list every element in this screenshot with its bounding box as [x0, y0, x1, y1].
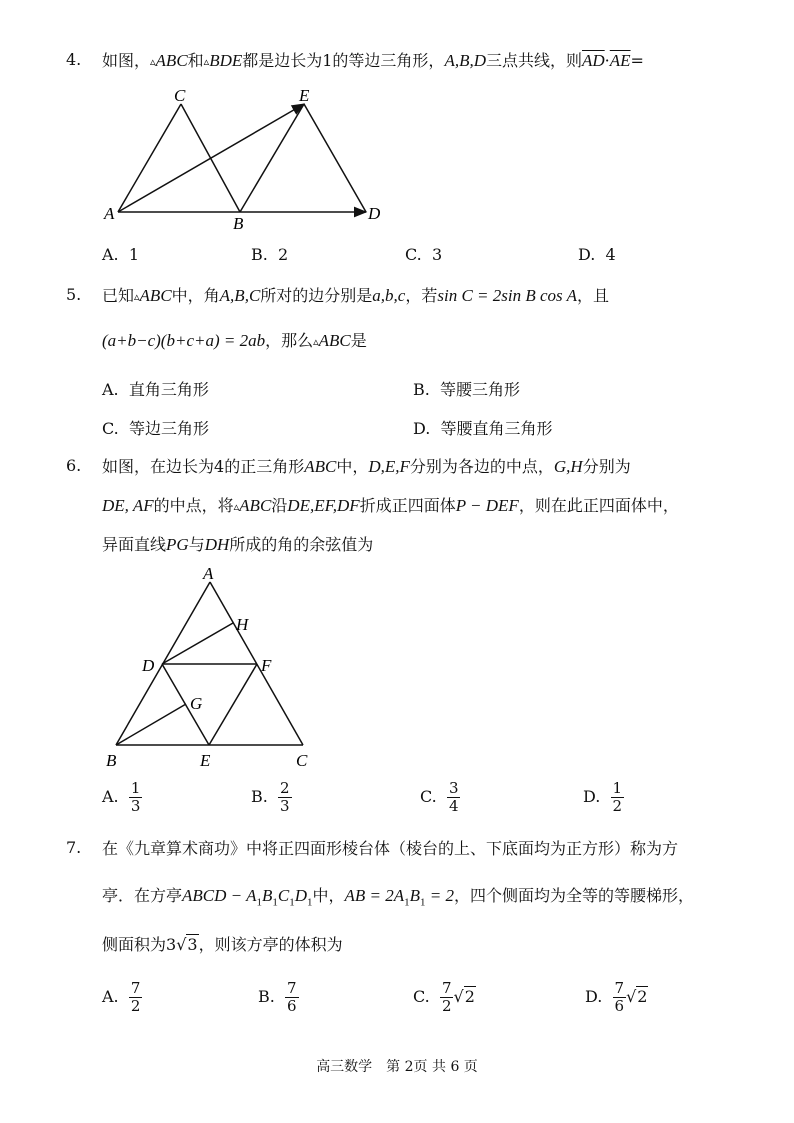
- q4-points: A,B,D: [444, 51, 486, 70]
- q4-vector-ae-arrow: [118, 104, 304, 212]
- solid-part: C: [277, 886, 290, 905]
- q5-formula2: (a+b−c)(b+c+a) = 2ab: [102, 331, 266, 350]
- page-footer: 高三数学 第 2页 共 6 页: [316, 1059, 478, 1075]
- subscript: 1: [404, 896, 410, 909]
- fraction-denominator: 3: [130, 797, 141, 815]
- q5-stem-line2: [102, 330, 367, 353]
- option-letter: A.: [102, 787, 119, 806]
- q4-text: 和: [187, 51, 204, 70]
- option-fraction: [129, 780, 143, 815]
- q4-vector-ae: $\overline{AE}$: [609, 51, 631, 70]
- q6-folds: DE,EF,DF: [287, 496, 360, 515]
- q5-text: 是: [350, 331, 367, 350]
- eq-part: = 2: [425, 886, 454, 905]
- fraction-numerator: 7: [441, 979, 452, 997]
- q4-vector-ad: $\overline{AD}$: [582, 51, 605, 70]
- triangle-symbol: ▵: [203, 55, 210, 68]
- q7-text: 侧面积为: [102, 935, 167, 954]
- q6-text: 如图，在边长为: [102, 457, 215, 476]
- q6-label-c: C: [296, 751, 308, 770]
- option-fraction: [285, 980, 299, 1015]
- q5-sides: a,b,c: [372, 286, 406, 305]
- q4-seg-be: [240, 104, 304, 212]
- q4-text: 如图，: [102, 51, 151, 70]
- q6-text: 分别为各边的中点，: [409, 457, 554, 476]
- q5-text: ，那么: [265, 331, 314, 350]
- sqrt-icon: √: [626, 987, 637, 1006]
- q6-option-a[interactable]: [102, 780, 142, 815]
- eq-part: AB = 2A: [344, 886, 405, 905]
- q4-tri2: BDE: [209, 51, 243, 70]
- q4-label-b: B: [233, 214, 244, 232]
- q4-seg-ac: [118, 104, 181, 212]
- q6-text: 中，: [336, 457, 369, 476]
- q7-solid: [182, 886, 313, 909]
- option-value: 2: [278, 245, 289, 264]
- q4-option-c[interactable]: [405, 245, 442, 264]
- option-radicand: 2: [464, 987, 475, 1006]
- q6-stem-line1: [102, 456, 631, 478]
- fraction-denominator: 2: [612, 797, 623, 815]
- option-letter: D.: [413, 419, 431, 438]
- option-letter: D.: [578, 245, 596, 264]
- fraction-numerator: 3: [448, 779, 459, 797]
- fraction-denominator: 2: [441, 997, 452, 1015]
- q6-text: 所成的角的余弦值为: [229, 535, 374, 554]
- q6-label-g: G: [190, 694, 203, 713]
- fraction-numerator: 7: [614, 979, 625, 997]
- q7-stem-line3: [102, 934, 343, 956]
- option-value: 等边三角形: [128, 419, 209, 438]
- q6-option-c[interactable]: [420, 780, 460, 815]
- subscript: 1: [256, 896, 262, 909]
- option-value: 等腰直角三角形: [440, 419, 553, 438]
- q7-text: ，则该方亭的体积为: [198, 935, 343, 954]
- option-letter: A.: [102, 380, 119, 399]
- q7-stem-line1: 在《九章算术商功》中将正四面形棱台体（棱台的上、下底面均为正方形）称为方: [102, 839, 679, 858]
- solid-part: D: [294, 886, 307, 905]
- q6-gh: G,H: [553, 457, 583, 476]
- fraction-denominator: 4: [448, 797, 459, 815]
- q6-label-f: F: [261, 656, 272, 675]
- q6-option-d[interactable]: [583, 780, 624, 815]
- option-value: 直角三角形: [128, 380, 209, 399]
- area-radicand: 3: [187, 935, 198, 954]
- option-value: 1: [128, 245, 139, 264]
- fraction-numerator: 2: [280, 779, 290, 797]
- q7-text: ，四个侧面均为全等的等腰梯形，: [453, 886, 694, 905]
- q6-label-d: D: [142, 656, 155, 675]
- q6-seg-fe: [209, 664, 257, 745]
- q6-label-e: E: [200, 751, 211, 770]
- q5-text: 中，角: [171, 286, 220, 305]
- subscript: 1: [289, 896, 295, 909]
- q4-text: 三点共线，则: [485, 51, 582, 70]
- q7-number: 7.: [66, 838, 82, 857]
- q6-text: 折成正四面体: [359, 496, 456, 515]
- fraction-denominator: 2: [130, 997, 141, 1015]
- option-letter: B.: [258, 987, 275, 1006]
- q6-text: 沿: [271, 496, 288, 515]
- q7-option-d[interactable]: [585, 980, 648, 1015]
- q7-text: 中，: [312, 886, 345, 905]
- q4-tri1: ABC: [155, 51, 188, 70]
- q7-stem-line2: [102, 885, 694, 913]
- q5-formula1: sin C = 2sin B cos A: [437, 286, 577, 305]
- q6-seg-bg: [116, 704, 186, 745]
- subscript: 1: [272, 896, 278, 909]
- q7-text: 亭．在方亭: [102, 886, 183, 905]
- option-value: 等腰三角形: [440, 380, 521, 399]
- triangle-symbol: ▵: [313, 335, 319, 348]
- fraction-denominator: 6: [614, 997, 625, 1015]
- triangle-symbol: ▵: [134, 290, 140, 303]
- q6-text: 异面直线: [102, 535, 167, 554]
- fraction-numerator: 7: [287, 979, 297, 997]
- option-letter: C.: [405, 245, 422, 264]
- option-letter: D.: [585, 987, 603, 1006]
- q6-pg: PG: [166, 535, 189, 554]
- q5-text: ，且: [576, 286, 609, 305]
- q5-option-c[interactable]: [102, 416, 209, 439]
- q6-stem-line3: [102, 534, 373, 556]
- q6-tri2: ABC: [239, 496, 272, 515]
- option-radicand: 2: [637, 987, 648, 1006]
- q6-stem-line2: [102, 495, 679, 518]
- q4-equals: =: [630, 51, 644, 70]
- q6-label-b: B: [106, 751, 117, 770]
- q4-option-d[interactable]: [578, 245, 616, 264]
- q6-side: 4: [214, 457, 225, 476]
- q6-text: 的正三角形: [224, 457, 305, 476]
- q7-ab-equation: [344, 886, 454, 909]
- solid-part: B: [261, 886, 273, 905]
- q6-figure: [100, 564, 340, 776]
- q6-label-h: H: [236, 615, 249, 634]
- option-fraction: [278, 780, 292, 815]
- option-letter: D.: [583, 787, 601, 806]
- q5-text: ，若: [405, 286, 438, 305]
- q4-seg-ed: [304, 104, 366, 212]
- option-letter: B.: [413, 380, 430, 399]
- fraction-numerator: 1: [612, 779, 623, 797]
- q5-number: 5.: [66, 285, 82, 304]
- option-fraction: [613, 980, 627, 1015]
- q6-mids: D,E,F: [368, 457, 410, 476]
- q4-option-b[interactable]: [251, 245, 288, 264]
- q7-option-a[interactable]: [102, 980, 142, 1015]
- eq-part: B: [409, 886, 420, 905]
- q4-text: 都是边长为1的等边三角形，: [242, 51, 445, 70]
- q7-option-c[interactable]: [413, 980, 476, 1015]
- subscript: 1: [306, 896, 313, 909]
- option-letter: C.: [420, 787, 437, 806]
- q6-option-b[interactable]: [251, 780, 292, 815]
- q6-tetra: P − DEF: [455, 496, 519, 515]
- option-fraction: [129, 980, 143, 1015]
- fraction-numerator: 1: [130, 779, 141, 797]
- q4-stem: [102, 50, 644, 73]
- q5-option-b[interactable]: [413, 377, 520, 400]
- option-fraction: [440, 980, 454, 1015]
- triangle-symbol: ▵: [150, 55, 156, 68]
- q5-option-d[interactable]: [413, 416, 553, 439]
- triangle-symbol: ▵: [233, 500, 240, 513]
- option-letter: C.: [102, 419, 119, 438]
- q6-text: 分别为: [582, 457, 631, 476]
- option-letter: C.: [413, 987, 430, 1006]
- q5-tri2: ABC: [318, 331, 351, 350]
- q4-label-a: A: [104, 204, 115, 223]
- q5-angles: A,B,C: [219, 286, 261, 305]
- q6-text: 的中点，将: [153, 496, 234, 515]
- option-letter: B.: [251, 245, 268, 264]
- q6-seg-dh: [162, 623, 233, 664]
- area-coefficient: 3: [166, 935, 177, 954]
- fraction-denominator: 6: [287, 997, 297, 1015]
- q6-tri: ABC: [304, 457, 337, 476]
- q6-text: ，则在此正四面体中，: [518, 496, 679, 515]
- q4-number: 4.: [66, 50, 82, 69]
- q6-text: 与: [188, 535, 205, 554]
- q6-label-a: A: [203, 564, 214, 583]
- option-letter: A.: [102, 987, 119, 1006]
- q5-stem-line1: [102, 285, 609, 308]
- q4-label-e: E: [299, 86, 310, 105]
- subscript: 1: [420, 896, 426, 909]
- q6-number: 6.: [66, 456, 82, 475]
- q5-text: 已知: [102, 286, 135, 305]
- q6-de-af: DE, AF: [102, 496, 154, 515]
- solid-part: ABCD − A: [182, 886, 257, 905]
- q4-option-a[interactable]: [102, 245, 139, 264]
- option-fraction: [611, 780, 625, 815]
- q7-option-b[interactable]: [258, 980, 299, 1015]
- sqrt-icon: √: [453, 987, 464, 1006]
- q4-label-d: D: [368, 204, 381, 223]
- fraction-denominator: 3: [280, 797, 290, 815]
- fraction-numerator: 7: [130, 979, 141, 997]
- q4-label-c: C: [174, 86, 186, 105]
- option-value: 3: [431, 245, 443, 264]
- q5-option-a[interactable]: [102, 377, 209, 400]
- q5-text: 所对的边分别是: [260, 286, 373, 305]
- q4-dot: ·: [604, 51, 610, 70]
- q5-tri: ABC: [139, 286, 172, 305]
- option-value: 4: [605, 245, 616, 264]
- option-letter: B.: [251, 787, 268, 806]
- q6-dh: DH: [204, 535, 230, 554]
- sqrt-icon: √: [176, 935, 187, 954]
- option-letter: A.: [102, 245, 119, 264]
- q4-figure: [100, 82, 400, 232]
- option-fraction: [447, 780, 461, 815]
